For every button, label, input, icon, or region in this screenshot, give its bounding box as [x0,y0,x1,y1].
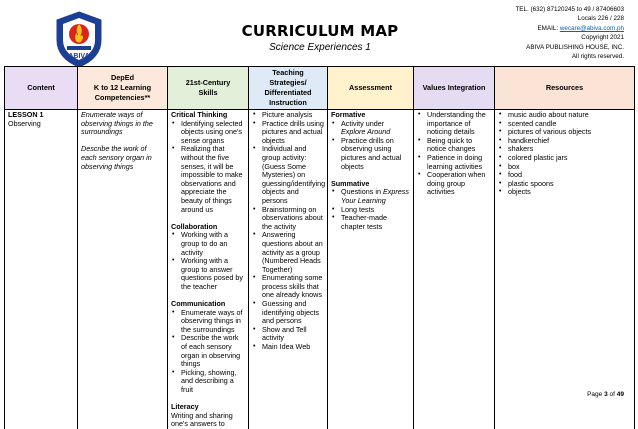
abiva-logo [53,10,105,70]
list-item: • Teacher-made chapter tests [331,214,410,231]
lesson-title: Observing [8,118,41,128]
list-item: • Picture analysis [252,111,324,120]
table-header-row [5,67,635,110]
skills-critical-title: Critical Thinking [171,110,228,119]
skills-critical-list [171,120,245,215]
list-item: • Show and Tell activity [252,326,324,343]
list-item: • Long tests [331,206,410,215]
list-item-prefix: Activity under [341,118,385,128]
assessment-formative-list [331,120,410,172]
contact-email-label: EMAIL: [537,24,559,32]
cell-content [5,110,78,429]
list-item [331,120,410,137]
contact-copyright: Copyright 2021 [581,34,624,42]
contact-email-line [424,24,624,33]
page-current: 3 [604,391,608,398]
list-item: • Practice drills using pictures and actual objects [252,120,324,146]
assessment-summative-list [331,188,410,231]
cell-teaching-strategies [249,110,328,429]
svg-text:ABIVA: ABIVA [68,53,90,60]
list-item: • Working with a group to answer questions posed by the teacher [171,257,245,291]
cell-competencies [78,110,168,429]
list-item: • shakers [498,145,631,154]
list-item [331,188,410,205]
header-deped-line-1: DepEd [110,73,135,82]
teaching-list [252,111,324,352]
list-item: • Being quick to notice changes [417,137,491,154]
list-item: • Picking, showing, and describing a fruit [171,369,245,395]
header-skills-line-1: 21st-Century [185,78,231,87]
list-item: • colored plastic jars [498,154,631,163]
header-teaching-line-3: Differentiated [264,88,312,97]
contact-email-link[interactable]: wecare@abiva.com.ph [559,24,624,32]
list-item: • Describe the work of each sensory organ in observing things [171,334,245,368]
cell-resources [495,110,635,429]
list-item: • pictures of various objects [498,128,631,137]
skills-literacy-title: Literacy [171,402,199,412]
list-item: • Realizing that without the five senses, it will be impossible to make observations and appreciate the beauty of things around us [171,145,245,214]
resources-list [498,111,631,197]
page-subtitle: Science Experiences 1 [269,42,371,53]
list-item: • Guessing and identifying objects and persons [252,300,324,326]
contact-publisher: ABIVA PUBLISHING HOUSE, INC. [526,43,624,51]
list-item: • Identifying selected objects using one's sense organs [171,120,245,146]
list-item: • Understanding the importance of noticing details [417,111,491,137]
page-of: of [609,391,615,398]
list-item: • scented candle [498,120,631,129]
contact-info [424,5,624,61]
skills-collab-list [171,231,245,291]
list-item-italic: Express Your Learning [341,187,409,205]
list-item: • handkerchief [498,137,631,146]
page-prefix: Page [587,391,603,398]
list-item: • Patience in doing learning activities [417,154,491,171]
page-title: CURRICULUM MAP [241,22,399,40]
assessment-summative-title: Summative [331,178,370,188]
header-skills-line-2: Skills [198,88,218,97]
title-block [200,22,440,53]
list-item: • Enumerate ways of observing things in the surroundings [171,309,245,335]
header-teaching-line-2: Strategies/ [269,78,307,87]
skills-comm-list [171,309,245,395]
page-number [587,391,624,398]
lesson-number: LESSON 1 [8,110,44,119]
contact-locals: Locals 226 / 228 [577,15,624,23]
competency-item: Describe the work of each sensory organ in observing things [81,144,152,171]
contact-tel: TEL. (632) 87120245 to 49 / 87406603 [515,6,624,13]
list-item: • Individual and group activity: (Guess Some Mysteries) on guessing/identifying objects and persons [252,145,324,205]
list-item: • Practice drills on observing using pictures and actual objects [331,137,410,171]
header-21st-century-skills [168,67,249,110]
list-item: • Enumerating some process skills that one already knows [252,274,324,300]
curriculum-table [4,66,635,429]
list-item: • food [498,171,631,180]
header-resources: Resources [495,67,635,110]
list-item: • Main Idea Web [252,343,324,352]
values-list [417,111,491,197]
assessment-formative-title: Formative [331,110,366,119]
header-teaching-strategies [249,67,328,110]
header-deped-competencies [78,67,168,110]
competency-item: Enumerate ways of observing things in the surroundings [81,110,153,137]
header-teaching-line-1: Teaching [272,68,304,77]
header-teaching-line-4: Instruction [269,98,307,107]
list-item: • objects [498,188,631,197]
list-item: • Cooperation when doing group activities [417,171,491,197]
page-total: 49 [616,391,624,398]
skills-literacy-text: Writing and sharing one's answers to [171,410,233,429]
skills-comm-title: Communication [171,299,226,309]
list-item: • Working with a group to do an activity [171,231,245,257]
header-assessment: Assessment [328,67,414,110]
cell-21st-century-skills [168,110,249,429]
list-item-prefix: Questions in [341,187,381,197]
header-deped-line-2: K to 12 Learning [93,83,152,92]
list-item: • box [498,163,631,172]
header-deped-line-3: Competencies** [94,93,151,102]
list-item: • Brainstorming on observations about the activity [252,206,324,232]
list-item: • music audio about nature [498,111,631,120]
cell-assessment [328,110,414,429]
cell-values-integration [414,110,495,429]
list-item: • plastic spoons [498,180,631,189]
skills-collab-title: Collaboration [171,221,218,231]
list-item-italic: Explore Around [341,127,391,137]
list-item: • Answering questions about an activity as a group (Numbered Heads Together) [252,231,324,274]
header-content: Content [5,67,78,110]
table-row [5,110,635,429]
header-values-integration: Values Integration [414,67,495,110]
contact-rights: All rights reserved. [571,53,624,61]
